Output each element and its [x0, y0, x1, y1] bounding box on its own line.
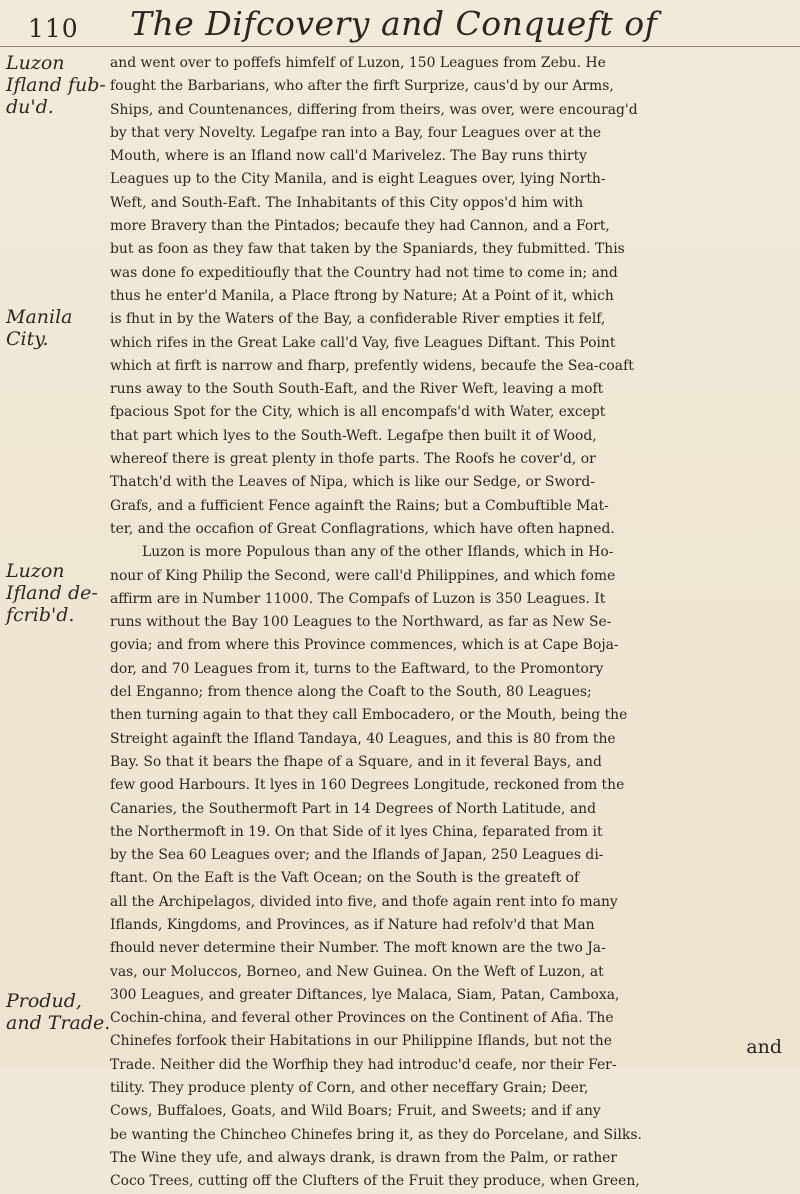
text-line: fpacious Spot for the City, which is all encompafs'd with Water, except: [110, 404, 606, 421]
text-line: then turning again to that they call Embocadero, or the Mouth, being the: [110, 707, 628, 724]
text-line: Thatch'd with the Leaves of Nipa, which is like our Sedge, or Sword-: [110, 474, 595, 491]
text-line: ftant. On the Eaft is the Vaft Ocean; on the South is the greateft of: [110, 870, 580, 887]
header-rule: [0, 46, 800, 47]
margin-note-line: Ifland fub-: [6, 74, 106, 96]
text-line: and went over to poffefs himfelf of Luzon, 150 Leagues from Zebu. He: [110, 55, 606, 71]
text-line: runs without the Bay 100 Leagues to the Northward, as far as New Se-: [110, 614, 612, 631]
text-line: Chinefes forfook their Habitations in our Philippine Iflands, but not the: [110, 1033, 612, 1050]
text-line: more Bravery than the Pintados; becaufe they had Cannon, and a Fort,: [110, 218, 610, 235]
margin-note-line: Manila: [6, 306, 73, 328]
text-line: vas, our Moluccos, Borneo, and New Guinea. On the Weft of Luzon, at: [110, 963, 604, 980]
text-line: by that very Novelty. Legafpe ran into a Bay, four Leagues over at the: [110, 124, 602, 141]
text-line: Ships, and Countenances, differing from theirs, was over, were encourag'd: [110, 101, 638, 118]
text-line: which at firft is narrow and fharp, prefently widens, becaufe the Sea-coaft: [110, 357, 634, 374]
text-line: Streight againft the Ifland Tandaya, 40 Leagues, and this is 80 from the: [110, 730, 616, 747]
text-line: Bay. So that it bears the fhape of a Square, and in it feveral Bays, and: [110, 753, 602, 770]
text-line: Cochin-china, and feveral other Provinces on the Continent of Afia. The: [110, 1010, 614, 1027]
text-line: all the Archipelagos, divided into five, and thofe again rent into fo many: [110, 893, 618, 910]
page-number: 110: [28, 14, 79, 43]
text-line: that part which lyes to the South-Weft. Legafpe then built it of Wood,: [110, 427, 597, 444]
margin-note-line: fcrib'd.: [6, 604, 75, 626]
text-line: govia; and from where this Province commences, which is at Cape Boja-: [110, 637, 619, 654]
margin-note-line: Luzon: [6, 52, 65, 74]
text-line: Cows, Buffaloes, Goats, and Wild Boars; Fruit, and Sweets; and if any: [110, 1103, 601, 1120]
text-line: Canaries, the Southermoft Part in 14 Degrees of North Latitude, and: [110, 800, 597, 817]
text-line: Coco Trees, cutting off the Clufters of the Fruit they produce, when Green,: [110, 1173, 640, 1190]
text-line: the Northermoft in 19. On that Side of it lyes China, feparated from it: [110, 823, 603, 840]
margin-note-line: Ifland de-: [6, 582, 98, 604]
text-line: runs away to the South South-Eaft, and the River Weft, leaving a moft: [110, 381, 604, 398]
running-title: The Difcovery and Conqueft of: [130, 4, 658, 43]
text-line: 300 Leagues, and greater Diftances, lye Malaca, Siam, Patan, Camboxa,: [110, 986, 620, 1003]
text-line: be wanting the Chincheo Chinefes bring it, as they do Porcelane, and Silks.: [110, 1126, 642, 1143]
text-line: Grafs, and a fufficient Fence againft the Rains; but a Combuftible Mat-: [110, 497, 609, 514]
text-line: few good Harbours. It lyes in 160 Degrees Longitude, reckoned from the: [110, 777, 625, 794]
margin-note-luzon-described: [6, 560, 98, 626]
margin-note-line: Luzon: [6, 560, 65, 582]
text-line: ter, and the occafion of Great Conflagrations, which have often hapned.: [110, 520, 615, 537]
text-line: del Enganno; from thence along the Coaft to the South, 80 Leagues;: [110, 684, 592, 701]
text-line: was done fo expeditioufly that the Country had not time to come in; and: [110, 264, 618, 281]
margin-note-line: and Trade.: [6, 1012, 111, 1034]
margin-note-line: du'd.: [6, 96, 54, 118]
text-line: affirm are in Number 11000. The Compafs of Luzon is 350 Leagues. It: [110, 590, 606, 607]
text-line: by the Sea 60 Leagues over; and the Iflands of Japan, 250 Leagues di-: [110, 847, 604, 864]
text-line: Trade. Neither did the Worfhip they had introduc'd ceafe, nor their Fer-: [110, 1056, 617, 1073]
page-header: [0, 0, 800, 54]
text-line: dor, and 70 Leagues from it, turns to the Eaftward, to the Promontory: [110, 660, 604, 677]
margin-notes: [0, 52, 110, 1052]
text-line: Leagues up to the City Manila, and is eight Leagues over, lying North-: [110, 171, 606, 188]
text-line: fought the Barbarians, who after the firft Surprize, caus'd by our Arms,: [110, 78, 614, 95]
text-line: which rifes in the Great Lake call'd Vay, five Leagues Diftant. This Point: [110, 334, 616, 351]
body-text: [110, 52, 790, 1194]
text-line: fhould never determine their Number. The moft known are the two Ja-: [110, 940, 606, 957]
margin-note-luzon-island: [6, 52, 106, 118]
catchword: and: [746, 1036, 782, 1058]
text-line: Mouth, where is an Ifland now call'd Marivelez. The Bay runs thirty: [110, 148, 588, 165]
text-line: whereof there is great plenty in thofe parts. The Roofs he cover'd, or: [110, 451, 596, 468]
margin-note-product-trade: [6, 990, 110, 1034]
text-line: tility. They produce plenty of Corn, and other neceffary Grain; Deer,: [110, 1080, 589, 1097]
text-line: but as foon as they faw that taken by the Spaniards, they fubmitted. This: [110, 241, 625, 258]
text-line: is fhut in by the Waters of the Bay, a confiderable River empties it felf,: [110, 311, 606, 328]
text-line: Luzon is more Populous than any of the other Iflands, which in Ho-: [142, 544, 614, 561]
text-line: nour of King Philip the Second, were call'd Philippines, and which fome: [110, 567, 616, 584]
text-line: Weft, and South-Eaft. The Inhabitants of this City oppos'd him with: [110, 194, 584, 211]
text-line: thus he enter'd Manila, a Place ftrong by Nature; At a Point of it, which: [110, 287, 614, 304]
margin-note-manila-city: [6, 306, 73, 350]
text-line: Iflands, Kingdoms, and Provinces, as if Nature had refolv'd that Man: [110, 916, 595, 933]
margin-note-line: City.: [6, 328, 49, 350]
text-line: The Wine they ufe, and always drank, is drawn from the Palm, or rather: [110, 1149, 618, 1166]
margin-note-line: Produd,: [6, 990, 82, 1012]
